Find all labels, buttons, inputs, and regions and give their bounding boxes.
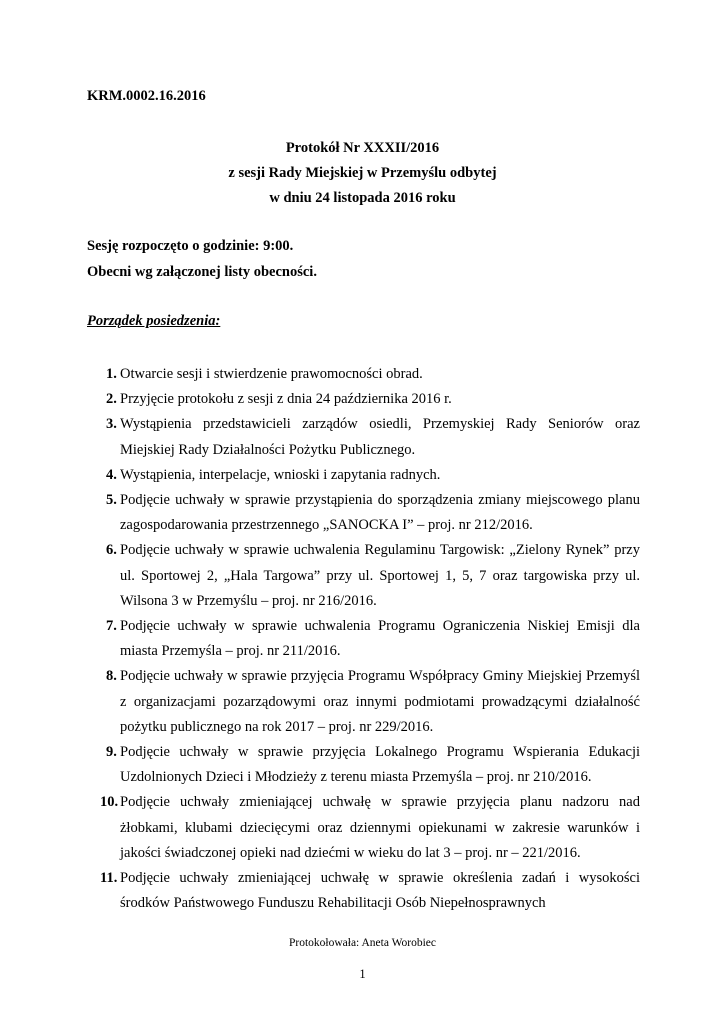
agenda-item xyxy=(100,664,640,740)
agenda-item-number: 4. xyxy=(106,466,117,483)
agenda-item-text: Przyjęcie protokołu z sesji z dnia 24 października 2016 r. xyxy=(120,391,452,408)
agenda-item-number: 10. xyxy=(100,794,119,811)
agenda-item xyxy=(100,866,640,916)
session-info xyxy=(87,233,317,285)
agenda-item-number: 8. xyxy=(106,668,117,685)
document-title xyxy=(0,136,725,211)
agenda-item-text: Podjęcie uchwały w sprawie przyjęcia Programu Współpracy Gminy Miejskiej Przemyśl z organizacjami pozarządowymi oraz innymi podmiotami prowadzącymi działalność pożytku publicznego na rok 2017 – proj. nr 229/2016. xyxy=(120,668,640,735)
title-line: w dniu 24 listopada 2016 roku xyxy=(269,190,456,206)
agenda-item-number: 1. xyxy=(106,366,117,382)
agenda-item xyxy=(100,614,640,664)
agenda-item xyxy=(100,538,640,614)
attendance-note: Obecni wg załączonej listy obecności. xyxy=(87,264,317,280)
title-line: z sesji Rady Miejskiej w Przemyślu odbytej xyxy=(228,165,497,181)
agenda-item-text: Podjęcie uchwały w sprawie uchwalenia Regulaminu Targowisk: „Zielony Rynek” przy ul. Sportowej 2, „Hala Targowa” przy ul. Sportowej 1, 5, 7 oraz targowiska przy ul. Wilsona 3 w Przemyślu – proj. nr 216/2016. xyxy=(120,542,640,609)
agenda-item-text: Podjęcie uchwały zmieniającej uchwałę w sprawie określenia zadań i wysokości środków Państwowego Funduszu Rehabilitacji Osób Niepełnosprawnych xyxy=(120,870,640,912)
agenda-item-number: 3. xyxy=(106,416,117,433)
agenda-item-text: Otwarcie sesji i stwierdzenie prawomocności obrad. xyxy=(120,366,423,382)
agenda-item-number: 11. xyxy=(100,870,118,887)
agenda-item-text: Podjęcie uchwały w sprawie przystąpienia do sporządzenia zmiany miejscowego planu zagospodarowania przestrzennego „SANOCKA I” – proj. nr 212/2016. xyxy=(120,492,640,534)
page-number: 1 xyxy=(359,967,366,981)
agenda-item xyxy=(100,488,640,538)
agenda-item-number: 2. xyxy=(106,391,117,408)
agenda-list xyxy=(100,362,640,916)
agenda-item xyxy=(100,463,640,488)
agenda-item-number: 5. xyxy=(106,492,117,509)
agenda-item-text: Podjęcie uchwały w sprawie przyjęcia Lokalnego Programu Wspierania Edukacji Uzdolnionych Dzieci i Młodzieży z terenu miasta Przemyśla – proj. nr 210/2016. xyxy=(120,744,640,786)
agenda-item-text: Wystąpienia przedstawicieli zarządów osiedli, Przemyskiej Rady Seniorów oraz Miejskiej Rady Działalności Pożytku Publicznego. xyxy=(120,416,640,458)
agenda-item xyxy=(100,362,640,387)
agenda-item-number: 7. xyxy=(106,618,117,635)
session-start: Sesję rozpoczęto o godzinie: 9:00. xyxy=(87,238,294,254)
agenda-item-text: Podjęcie uchwały w sprawie uchwalenia Programu Ograniczenia Niskiej Emisji dla miasta Przemyśla – proj. nr 211/2016. xyxy=(120,618,640,660)
agenda-item-number: 6. xyxy=(106,542,117,559)
agenda-item xyxy=(100,790,640,866)
agenda-heading: Porządek posiedzenia: xyxy=(87,313,221,329)
agenda-item-text: Wystąpienia, interpelacje, wnioski i zapytania radnych. xyxy=(120,466,441,483)
agenda-item-number: 9. xyxy=(106,744,117,761)
agenda-item-text: Podjęcie uchwały zmieniającej uchwałę w sprawie przyjęcia planu nadzoru nad żłobkami, klubami dziecięcymi oraz dziennymi opiekunami w zakresie warunków i jakości świadczonej opieki nad dziećmi w wieku do lat 3 – proj. nr – 221/2016. xyxy=(120,794,640,861)
agenda-item xyxy=(100,387,640,412)
agenda-item xyxy=(100,740,640,790)
agenda-item xyxy=(100,412,640,462)
title-line: Protokół Nr XXXII/2016 xyxy=(285,140,440,156)
document-number: KRM.0002.16.2016 xyxy=(87,88,206,104)
minutes-taker-footer: Protokołowała: Aneta Worobiec xyxy=(288,937,437,949)
